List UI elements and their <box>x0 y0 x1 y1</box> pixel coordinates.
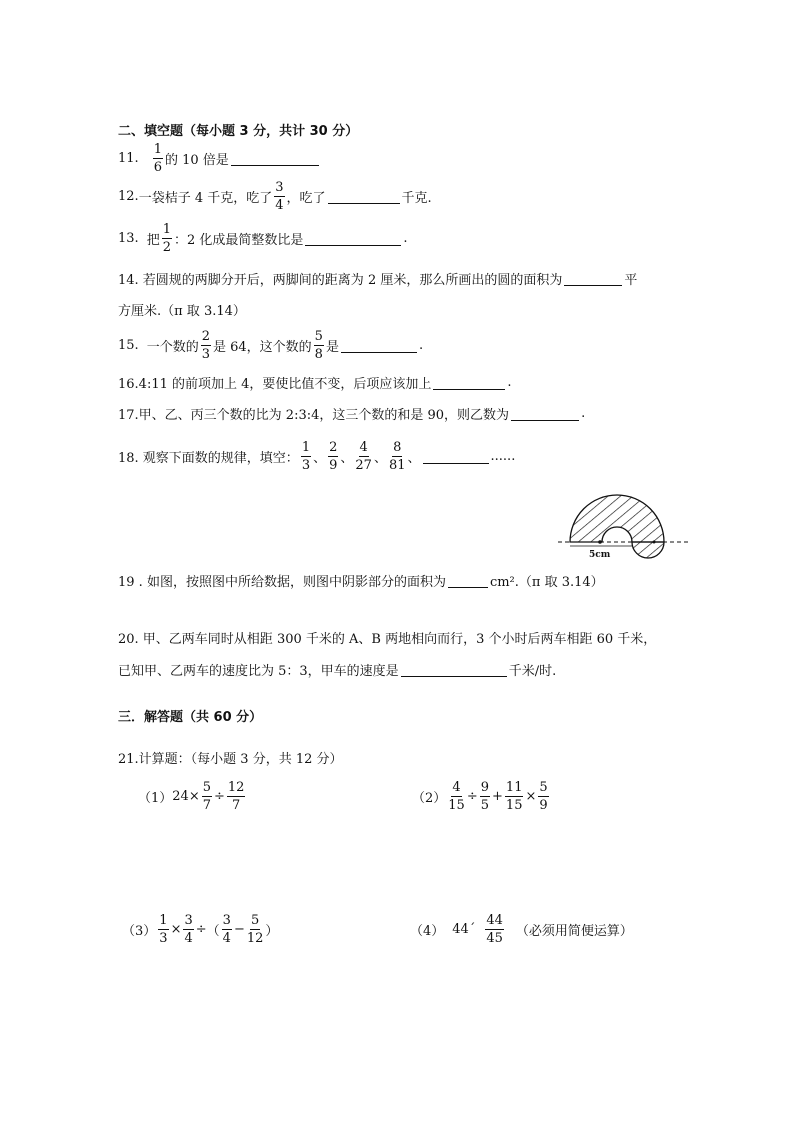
q20-answer-blank[interactable] <box>401 662 507 677</box>
q18-answer-blank[interactable] <box>423 449 489 464</box>
q15-fraction-2: $\frac{5}{8}$ <box>314 329 323 362</box>
q19-text: 19 . 如图，按照图中所给数据，则图中阴影部分的面积为 <box>118 575 446 590</box>
q21-problem-3 <box>122 914 278 945</box>
q18-text: 18. 观察下面数的规律，填空： <box>118 451 299 466</box>
q21-p1-operator: ÷ <box>214 789 225 804</box>
q12-text-c: 千克. <box>401 191 432 206</box>
q21-p3-fraction-2: $\frac{3}{4}$ <box>184 913 193 946</box>
q21-p3-label: （3） <box>122 924 157 939</box>
question-16 <box>118 373 512 392</box>
q13-text-b: ：2 化成最简整数比是 <box>173 233 304 248</box>
q21-p3-operator-1: × <box>170 922 182 937</box>
q21-p2-fraction-2: $\frac{9}{5}$ <box>480 780 490 813</box>
q19-answer-blank[interactable] <box>448 573 488 588</box>
q21-p4-label: （4） <box>410 924 445 939</box>
q11-fraction: $\frac{1}{6}$ <box>153 142 162 175</box>
q14-text-end: 平 <box>624 273 638 288</box>
question-12 <box>118 181 432 212</box>
q18-separator: 、 <box>313 451 327 466</box>
question-20-line-2 <box>118 660 556 679</box>
q18-fraction-4: $\frac{8}{81}$ <box>388 440 406 473</box>
q21-problem-2 <box>412 781 551 812</box>
q13-answer-blank[interactable] <box>305 231 401 246</box>
question-14-line-1 <box>118 269 637 288</box>
q18-tail: ...... <box>490 449 516 464</box>
q15-text-c: 是 <box>325 340 339 355</box>
q21-p2-operator-2: + <box>492 789 503 804</box>
q12-text-b: ，吃了 <box>286 191 326 206</box>
q21-p4-fraction: $\frac{44}{45}$ <box>486 913 503 946</box>
q12-label: 12. <box>118 189 139 204</box>
question-20-line-1: 20. 甲、乙两车同时从相距 300 千米的 A、B 两地相向而行，3 个小时后两车相距 60 千米， <box>118 632 657 647</box>
section-3-title: 三．解答题（共 60 分） <box>118 710 263 725</box>
q15-text-a: 一个数的 <box>146 340 199 355</box>
q13-text-a: 把 <box>146 233 160 248</box>
q21-p3-operator-3: − <box>233 922 245 937</box>
q16-answer-blank[interactable] <box>433 375 505 390</box>
q19-center-dot-2 <box>653 541 656 544</box>
q21-p2-operator-1: ÷ <box>466 789 478 804</box>
q11-answer-blank[interactable] <box>231 151 319 166</box>
q21-problem-4 <box>410 914 633 945</box>
q21-p1-fraction-1: $\frac{5}{7}$ <box>202 780 211 813</box>
q15-fraction-1: $\frac{2}{3}$ <box>201 329 210 362</box>
q21-p4-term: 44´ <box>452 922 476 937</box>
question-17 <box>118 404 585 423</box>
q21-p3-fraction-1: $\frac{1}{3}$ <box>159 913 168 946</box>
q16-end: . <box>507 375 512 390</box>
question-14-line-2: 方厘米.（π 取 3.14） <box>118 304 246 319</box>
q17-text: 17.甲、乙、丙三个数的比为 2:3:4，这三个数的和是 90，则乙数为 <box>118 408 510 423</box>
q21-p3-operator-2: ÷ <box>195 922 207 937</box>
q15-answer-blank[interactable] <box>341 338 417 353</box>
q18-fraction-1: $\frac{1}{3}$ <box>301 440 311 473</box>
question-15 <box>118 330 423 361</box>
q21-p1-fraction-2: $\frac{12}{7}$ <box>227 780 245 813</box>
q13-text-c: . <box>403 231 408 246</box>
q21-p2-fraction-3: $\frac{11}{15}$ <box>505 780 523 813</box>
q21-p3-fraction-4: $\frac{5}{12}$ <box>246 913 264 946</box>
q21-p3-fraction-3: $\frac{3}{4}$ <box>222 913 231 946</box>
question-21: 21.计算题：（每小题 3 分，共 12 分） <box>118 752 343 767</box>
q14-text: 14. 若圆规的两脚分开后，两脚间的距离为 2 厘米，那么所画出的圆的面积为 <box>118 273 563 288</box>
q19-center-dot <box>598 540 602 544</box>
q12-answer-blank[interactable] <box>328 189 400 204</box>
q14-answer-blank[interactable] <box>564 271 622 286</box>
q18-separator: 、 <box>373 451 387 466</box>
q18-fraction-3: $\frac{4}{27}$ <box>355 440 372 473</box>
q15-text-b: 是 64，这个数的 <box>212 340 312 355</box>
q19-shaded-lower <box>632 542 664 558</box>
q21-p3-right-paren: ） <box>265 924 279 939</box>
q15-text-d: . <box>418 338 424 353</box>
q21-problem-1 <box>138 781 247 812</box>
q21-p2-fraction-4: $\frac{5}{9}$ <box>539 780 548 813</box>
q21-p1-label: （1） <box>138 791 173 806</box>
q13-label: 13. <box>118 231 139 246</box>
q19-shaded-upper <box>570 495 664 542</box>
q19-unit: cm².（π 取 3.14） <box>489 575 604 590</box>
question-11 <box>118 143 321 174</box>
question-13 <box>118 223 408 254</box>
q21-p2-fraction-1: $\frac{4}{15}$ <box>448 780 465 813</box>
q16-text: 16.4:11 的前项加上 4，要使比值不变，后项应该加上 <box>118 377 432 392</box>
question-19 <box>118 571 604 590</box>
q17-answer-blank[interactable] <box>511 406 579 421</box>
question-18 <box>118 441 515 472</box>
section-2-title: 二、填空题（每小题 3 分，共计 30 分） <box>118 124 359 139</box>
q20-text-a: 已知甲、乙两车的速度比为 5：3，甲车的速度是 <box>118 664 399 679</box>
q18-fraction-2: $\frac{2}{9}$ <box>329 440 338 473</box>
q21-p2-label: （2） <box>412 791 447 806</box>
q21-p4-note: （必须用简便运算） <box>515 924 633 939</box>
q11-text: 的 10 倍是 <box>164 153 229 168</box>
q18-separator: 、 <box>407 451 421 466</box>
q19-figure-label: 5cm <box>589 550 611 560</box>
q11-label: 11. <box>118 151 139 166</box>
q12-fraction: $\frac{3}{4}$ <box>275 180 284 213</box>
q13-fraction: $\frac{1}{2}$ <box>162 222 171 255</box>
q21-p3-left-paren: （ <box>206 924 220 939</box>
q20-text-b: 千米/时. <box>508 664 557 679</box>
q15-label: 15. <box>118 338 139 353</box>
q21-p1-term: 24× <box>172 789 200 804</box>
q21-p2-operator-3: × <box>525 789 537 804</box>
q19-figure <box>552 480 692 572</box>
q18-separator: 、 <box>340 451 354 466</box>
q12-text-a: 一袋桔子 4 千克，吃了 <box>138 191 273 206</box>
q17-end: . <box>581 406 586 421</box>
